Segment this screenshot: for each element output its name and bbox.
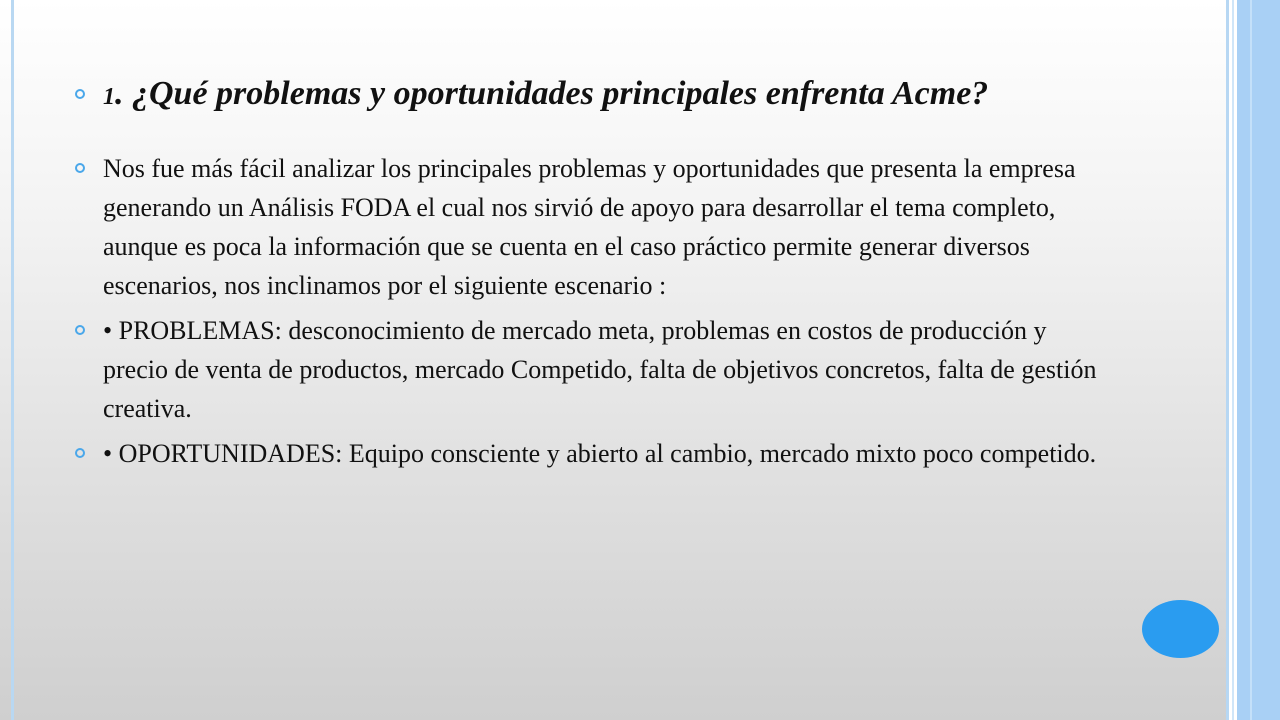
ring-bullet-icon: [75, 89, 85, 99]
paragraph-problems: [75, 311, 1105, 428]
ring-bullet-icon: [75, 325, 85, 335]
ring-bullet-icon: [75, 163, 85, 173]
left-border-line: [11, 0, 14, 720]
ring-bullet-icon: [75, 448, 85, 458]
paragraph-text: • OPORTUNIDADES: Equipo consciente y abierto al cambio, mercado mixto poco competido.: [103, 439, 1097, 468]
paragraph-intro: [75, 149, 1105, 305]
slide-content: [75, 70, 1105, 479]
right-stripe-1: [1226, 0, 1229, 720]
paragraph-text: • PROBLEMAS: desconocimiento de mercado meta, problemas en costos de producción y precio de venta de productos, mercado Competido, falta de objetivos concretos, falta de gestión creativa.: [103, 316, 1097, 423]
decorative-circle: [1142, 600, 1219, 658]
right-stripe-4: [1250, 0, 1252, 720]
right-stripe-3: [1237, 0, 1280, 720]
title-number: 1: [103, 84, 115, 110]
slide-title: [75, 70, 1105, 121]
paragraph-opportunities: [75, 434, 1105, 473]
paragraph-text: Nos fue más fácil analizar los principales problemas y oportunidades que presenta la empresa generando un Análisis FODA el cual nos sirvió de apoyo para desarrollar el tema completo, aunque es poca la información que se cuenta en el caso práctico permite generar diversos escenarios, nos inclinamos por el siguiente escenario :: [103, 154, 1076, 300]
title-text: . ¿Qué problemas y oportunidades principales enfrenta Acme?: [115, 75, 989, 112]
right-stripe-2: [1232, 0, 1234, 720]
